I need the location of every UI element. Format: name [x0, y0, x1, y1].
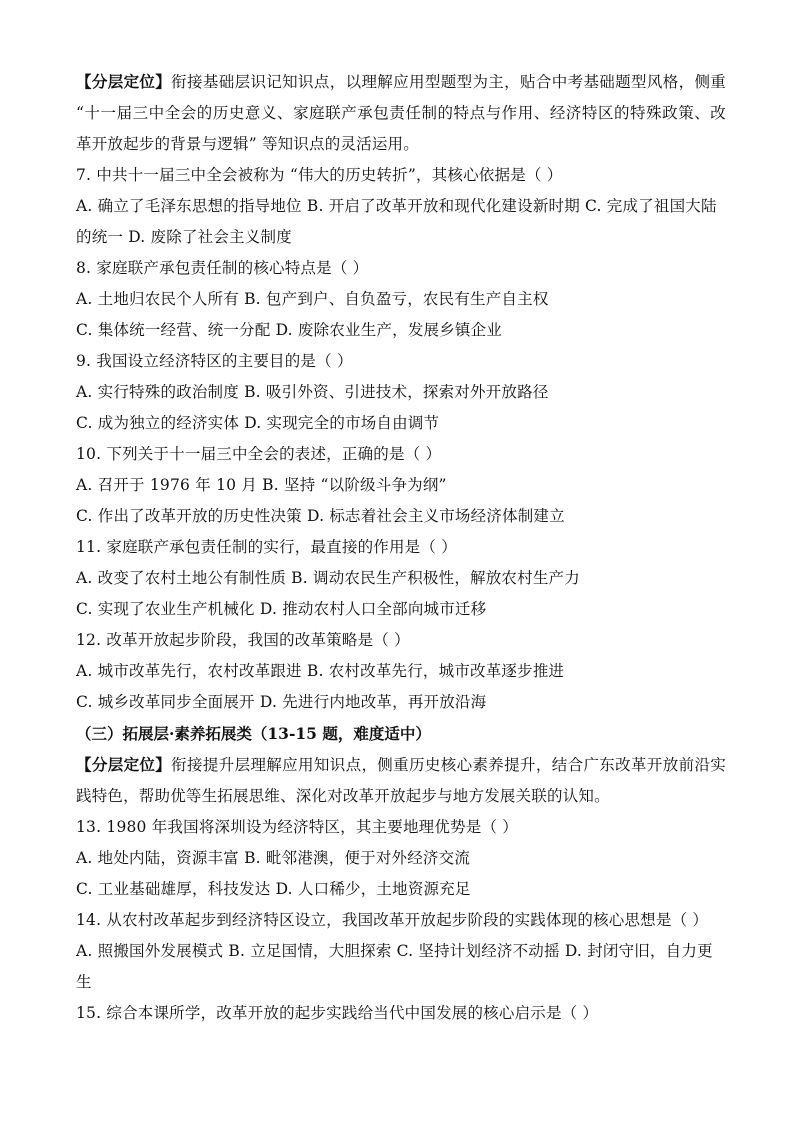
question-stem: 8. 家庭联产承包责任制的核心特点是（ ）: [76, 259, 369, 277]
question-stem: 15. 综合本课所学，改革开放的起步实践给当代中国发展的核心启示是（ ）: [76, 1004, 599, 1022]
answer-options: C. 集体统一经营、统一分配 D. 废除农业生产，发展乡镇企业: [76, 321, 503, 339]
question-stem: 9. 我国设立经济特区的主要目的是（ ）: [76, 352, 353, 370]
answer-options: A. 召开于 1976 年 10 月 B. 坚持 “以阶级斗争为纲”: [76, 476, 447, 494]
question-stem: 7. 中共十一届三中全会被称为 “伟大的历史转折”，其核心依据是（ ）: [76, 166, 563, 184]
positioning-text: 衔接基础层识记知识点，以理解应用型题型为主，贴合中考基础题型风格，侧重 “十一届三中全会的历史意义、家庭联产承包责任制的特点与作用、经济特区的特殊政策、改革开放起步的背景与逻辑” 等知识点的灵活运用。: [76, 73, 726, 153]
answer-options: A. 确立了毛泽东思想的指导地位 B. 开启了改革开放和现代化建设新时期 C. 完成了祖国大陆的统一 D. 废除了社会主义制度: [76, 197, 717, 246]
answer-options: A. 城市改革先行，农村改革跟进 B. 农村改革先行，城市改革逐步推进: [76, 662, 565, 680]
answer-options: C. 城乡改革同步全面展开 D. 先进行内地改革，再开放沿海: [76, 693, 487, 711]
layer-positioning-paragraph: [76, 66, 726, 160]
answer-options: C. 工业基础雄厚，科技发达 D. 人口稀少，土地资源充足: [76, 880, 471, 898]
document-page: [76, 66, 726, 1029]
question-stem: 13. 1980 年我国将深圳设为经济特区，其主要地理优势是（ ）: [76, 818, 518, 836]
answer-options: A. 改变了农村土地公有制性质 B. 调动农民生产积极性，解放农村生产力: [76, 569, 580, 587]
question-stem: 11. 家庭联产承包责任制的实行，最直接的作用是（ ）: [76, 538, 457, 556]
answer-options: A. 照搬国外发展模式 B. 立足国情，大胆探索 C. 坚持计划经济不动摇 D. 封闭守旧，自力更生: [76, 942, 713, 991]
answer-options: C. 成为独立的经济实体 D. 实现完全的市场自由调节: [76, 414, 440, 432]
section-heading: （三）拓展层·素养拓展类（13-15 题，难度适中）: [76, 724, 431, 743]
positioning-label: 【分层定位】: [76, 755, 172, 774]
question-stem: 10. 下列关于十一届三中全会的表述，正确的是（ ）: [76, 445, 442, 463]
positioning-label: 【分层定位】: [76, 72, 172, 91]
answer-options: A. 实行特殊的政治制度 B. 吸引外资、引进技术，探索对外开放路径: [76, 383, 549, 401]
answer-options: A. 土地归农民个人所有 B. 包产到户、自负盈亏，农民有生产自主权: [76, 290, 549, 308]
answer-options: A. 地处内陆，资源丰富 B. 毗邻港澳，便于对外经济交流: [76, 849, 471, 867]
layer-positioning-paragraph: [76, 749, 726, 812]
question-stem: 14. 从农村改革起步到经济特区设立，我国改革开放起步阶段的实践体现的核心思想是（ ）: [76, 911, 709, 929]
answer-options: C. 实现了农业生产机械化 D. 推动农村人口全部向城市迁移: [76, 600, 487, 618]
question-stem: 12. 改革开放起步阶段，我国的改革策略是（ ）: [76, 631, 410, 649]
answer-options: C. 作出了改革开放的历史性决策 D. 标志着社会主义市场经济体制建立: [76, 507, 565, 525]
positioning-text: 衔接提升层理解应用知识点，侧重历史核心素养提升，结合广东改革开放前沿实践特色，帮助优等生拓展思维、深化对改革开放起步与地方发展关联的认知。: [76, 756, 726, 805]
